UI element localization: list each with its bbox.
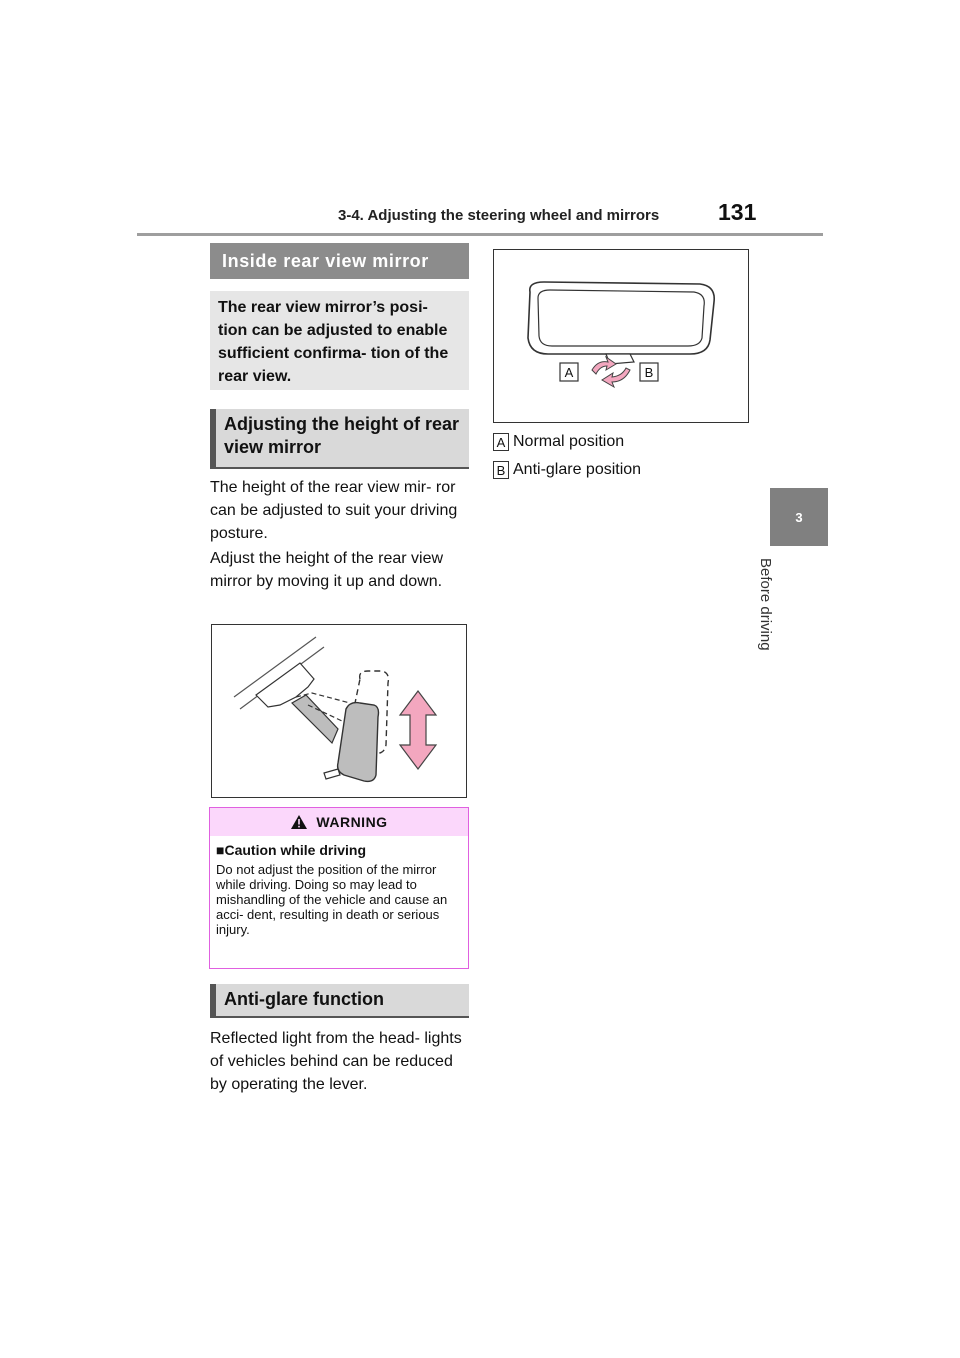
anti-glare-mirror-illustration: [493, 249, 749, 423]
section-heading-inside-mirror: Inside rear view mirror: [210, 243, 469, 279]
warning-subtitle: ■Caution while driving: [216, 842, 367, 858]
legend-item-anti-glare: [493, 460, 641, 480]
height-paragraph-2: Adjust the height of the rear view mirror by moving it up and down.: [210, 550, 444, 590]
chapter-tab[interactable]: [770, 488, 828, 546]
subheading-anti-glare: Anti-glare function: [210, 984, 469, 1018]
legend-text-normal: Normal position: [513, 433, 625, 450]
chapter-label: Before driving: [757, 558, 774, 651]
warning-body: Do not adjust the position of the mirror while driving. Doing so may lead to mishandling of the vehicle and cause an acci- dent, resulting in death or serious injury.: [216, 862, 448, 937]
chapter-label-container: [757, 558, 788, 668]
section-intro-box: The rear view mirror’s posi- tion can be adjusted to enable sufficient confirma- tion of the rear view.: [210, 291, 469, 390]
figure-label-a: A: [564, 365, 574, 380]
legend-item-normal: [493, 432, 624, 452]
header-divider: [137, 233, 823, 236]
chapter-number: 3: [795, 509, 803, 525]
mirror-height-illustration: [211, 624, 467, 798]
figure-label-b: B: [644, 365, 654, 380]
warning-header: [210, 808, 468, 836]
legend-text-anti-glare: Anti-glare position: [513, 461, 642, 478]
legend-key-a: A: [493, 433, 509, 451]
page-number: 131: [718, 199, 757, 225]
warning-title: WARNING: [316, 814, 388, 830]
header-section-title: 3-4. Adjusting the steering wheel and mirrors: [338, 207, 660, 224]
warning-triangle-icon: [290, 814, 308, 830]
anti-glare-paragraph: Reflected light from the head- lights of vehicles behind can be reduced by operating the lever.: [210, 1030, 462, 1093]
subheading-height-adjust: Adjusting the height of rear view mirror: [210, 409, 469, 469]
height-paragraph-1: The height of the rear view mir- ror can be adjusted to suit your driving posture.: [210, 479, 458, 542]
warning-box: [209, 807, 469, 969]
legend-key-b: B: [493, 461, 509, 479]
